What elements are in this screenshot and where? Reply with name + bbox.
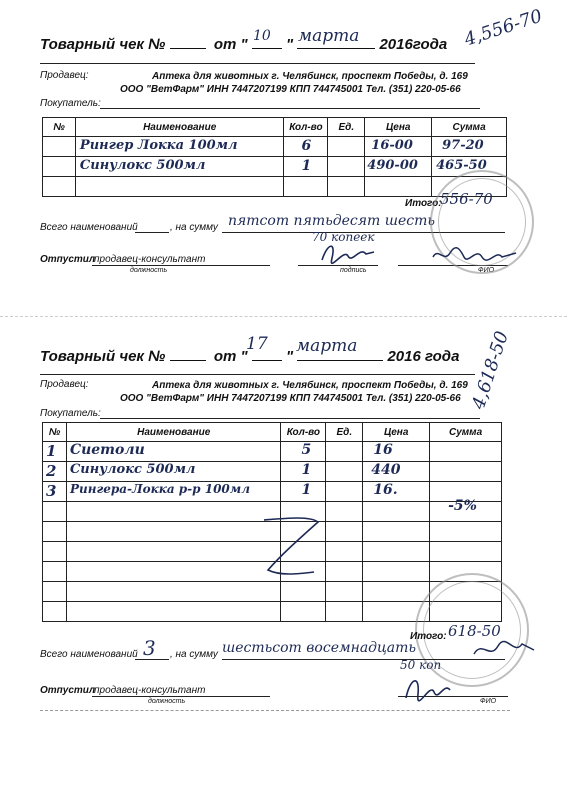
cell-num bbox=[43, 562, 67, 582]
cell-qty bbox=[281, 582, 326, 602]
item-price: 16 bbox=[373, 442, 393, 458]
sum-words-2: 50 коп bbox=[400, 658, 442, 672]
cell-unit bbox=[326, 602, 363, 622]
cell-unit bbox=[328, 157, 365, 177]
cell-num bbox=[43, 157, 76, 177]
sum-words-1: пятсот пятьдесят шесть bbox=[228, 213, 436, 229]
cell-price bbox=[363, 442, 430, 462]
signature-label: подпись bbox=[340, 267, 367, 274]
position-label: должность bbox=[130, 267, 168, 274]
item-qty: 6 bbox=[301, 138, 312, 154]
col-num: № bbox=[43, 118, 76, 137]
table-row bbox=[43, 482, 502, 502]
sum-words-2: 70 копеек bbox=[312, 230, 375, 244]
margin-total: 4,556-70 bbox=[461, 5, 545, 51]
col-unit: Ед. bbox=[326, 423, 363, 442]
sum-words-1: шестьсот восемнадцать bbox=[222, 640, 417, 656]
cell-price bbox=[365, 157, 432, 177]
count-line bbox=[135, 232, 169, 233]
item-qty: 5 bbox=[301, 442, 312, 458]
cell-sum bbox=[430, 542, 502, 562]
cell-name bbox=[66, 502, 280, 522]
item-sum: 97-20 bbox=[442, 138, 484, 153]
cell-qty bbox=[281, 442, 326, 462]
cell-num bbox=[43, 602, 67, 622]
cell-sum bbox=[430, 442, 502, 462]
table-header-row bbox=[43, 118, 507, 137]
year-label: 2016 года bbox=[387, 348, 460, 365]
col-unit: Ед. bbox=[328, 118, 365, 137]
item-qty: 1 bbox=[301, 158, 312, 174]
item-name: Сиетоли bbox=[69, 442, 145, 458]
receipt-1 bbox=[0, 0, 567, 318]
col-price: Цена bbox=[363, 423, 430, 442]
seller-line-1: Аптека для животных г. Челябинск, проспект Победы, д. 169 bbox=[152, 71, 468, 82]
table-row bbox=[43, 137, 507, 157]
cell-num bbox=[43, 542, 67, 562]
cell-num bbox=[43, 502, 67, 522]
total-label: Итого: bbox=[405, 198, 442, 209]
cell-price bbox=[363, 482, 430, 502]
items-table bbox=[42, 117, 507, 197]
cell-name bbox=[75, 137, 284, 157]
item-num: 1 bbox=[46, 442, 57, 460]
title-prefix: Товарный чек № bbox=[40, 348, 166, 365]
position-label: должность bbox=[148, 698, 186, 705]
fio-handwriting bbox=[430, 243, 520, 267]
cell-sum bbox=[432, 137, 507, 157]
table-row bbox=[43, 462, 502, 482]
item-price: 440 bbox=[371, 462, 401, 478]
item-price: 16-00 bbox=[371, 138, 413, 153]
receipt-2 bbox=[0, 318, 567, 800]
cell-name bbox=[66, 562, 280, 582]
cell-unit bbox=[326, 582, 363, 602]
total-value: 618-50 bbox=[448, 622, 501, 640]
cell-num bbox=[43, 442, 67, 462]
count-value: 3 bbox=[143, 636, 156, 660]
handwritten-month: марта bbox=[296, 336, 358, 356]
item-name: Рингера-Локка р-р 100мл bbox=[69, 482, 250, 496]
year-label: 2016года bbox=[379, 36, 448, 53]
seller-line-1: Аптека для животных г. Челябинск, проспект Победы, д. 169 bbox=[152, 380, 468, 391]
cell-qty bbox=[284, 177, 328, 197]
cell-name bbox=[66, 522, 280, 542]
cell-price bbox=[365, 177, 432, 197]
sum-line bbox=[222, 659, 505, 660]
total-value: 556-70 bbox=[440, 190, 493, 208]
col-qty: Кол-во bbox=[281, 423, 326, 442]
cell-price bbox=[363, 502, 430, 522]
buyer-line bbox=[100, 108, 480, 109]
handwritten-day: 17 bbox=[246, 334, 268, 354]
cell-price bbox=[363, 522, 430, 542]
page-divider bbox=[0, 316, 567, 317]
cell-num bbox=[43, 462, 67, 482]
released-role: продавец-консультант bbox=[94, 254, 206, 265]
cell-unit bbox=[326, 562, 363, 582]
stamp-signature bbox=[470, 636, 540, 666]
position-line bbox=[92, 696, 270, 697]
handwritten-month: марта bbox=[298, 26, 360, 46]
released-label: Отпустил bbox=[40, 254, 96, 265]
seller-label: Продавец: bbox=[40, 379, 89, 390]
divider bbox=[40, 63, 475, 64]
handwritten-day: 10 bbox=[253, 28, 271, 44]
seller-line-2: ООО "ВетФарм" ИНН 7447207199 КПП 744745001 Тел. (351) 220-05-66 bbox=[120, 84, 461, 95]
cell-num bbox=[43, 522, 67, 542]
cell-qty bbox=[281, 482, 326, 502]
item-sum: 465-50 bbox=[436, 158, 487, 173]
sum-label: , на сумму bbox=[170, 222, 218, 233]
table-row bbox=[43, 442, 502, 462]
cell-qty bbox=[284, 157, 328, 177]
cell-name bbox=[66, 482, 280, 502]
position-line bbox=[92, 265, 270, 266]
cell-num bbox=[43, 582, 67, 602]
cell-price bbox=[363, 582, 430, 602]
cell-unit bbox=[328, 177, 365, 197]
seller-line-2: ООО "ВетФарм" ИНН 7447207199 КПП 744745001 Тел. (351) 220-05-66 bbox=[120, 393, 461, 404]
count-label: Всего наименований bbox=[40, 649, 138, 660]
col-name: Наименование bbox=[66, 423, 280, 442]
cell-unit bbox=[328, 137, 365, 157]
cell-price bbox=[365, 137, 432, 157]
cell-price bbox=[363, 542, 430, 562]
col-num: № bbox=[43, 423, 67, 442]
item-num: 3 bbox=[46, 482, 57, 500]
item-name: Синулокс 500мл bbox=[79, 158, 206, 173]
cell-name bbox=[75, 157, 284, 177]
cell-num bbox=[43, 177, 76, 197]
cell-sum bbox=[430, 522, 502, 542]
fio-label: ФИО bbox=[480, 698, 497, 705]
item-price: 490-00 bbox=[367, 158, 418, 173]
col-sum: Сумма bbox=[430, 423, 502, 442]
total-label: Итого: bbox=[410, 631, 447, 642]
receipt-1-title: Товарный чек № от " " 2016года bbox=[40, 36, 448, 53]
buyer-line bbox=[100, 418, 480, 419]
cell-unit bbox=[326, 542, 363, 562]
col-name: Наименование bbox=[75, 118, 284, 137]
cell-name bbox=[66, 582, 280, 602]
buyer-label: Покупатель: bbox=[40, 98, 101, 109]
cell-price bbox=[363, 462, 430, 482]
cell-unit bbox=[326, 522, 363, 542]
cell-unit bbox=[326, 482, 363, 502]
cell-price bbox=[363, 562, 430, 582]
cell-num bbox=[43, 137, 76, 157]
fio-label: ФИО bbox=[478, 267, 495, 274]
from-label: от bbox=[213, 36, 237, 53]
cell-name bbox=[66, 442, 280, 462]
seller-label: Продавец: bbox=[40, 70, 89, 81]
sum-label: , на сумму bbox=[170, 649, 218, 660]
bottom-line bbox=[40, 710, 510, 711]
count-label: Всего наименований bbox=[40, 222, 138, 233]
from-label: от bbox=[213, 348, 237, 365]
cell-name bbox=[75, 177, 284, 197]
cell-name bbox=[66, 602, 280, 622]
released-role: продавец-консультант bbox=[94, 685, 206, 696]
signature-mark bbox=[318, 240, 378, 268]
title-prefix: Товарный чек № bbox=[40, 36, 166, 53]
number-blank bbox=[170, 348, 206, 361]
item-name: Синулокс 500мл bbox=[69, 462, 196, 477]
col-price: Цена bbox=[365, 118, 432, 137]
col-qty: Кол-во bbox=[284, 118, 328, 137]
strikeout-z-mark bbox=[258, 514, 328, 584]
cell-sum bbox=[430, 462, 502, 482]
cell-unit bbox=[326, 442, 363, 462]
cell-name bbox=[66, 542, 280, 562]
cell-name bbox=[66, 462, 280, 482]
discount-note: -5% bbox=[448, 498, 477, 514]
cell-qty bbox=[284, 137, 328, 157]
released-label: Отпустил bbox=[40, 685, 96, 696]
table-header-row bbox=[43, 423, 502, 442]
cell-sum bbox=[430, 498, 502, 522]
table-row bbox=[43, 157, 507, 177]
signature-mark bbox=[400, 668, 460, 708]
number-blank bbox=[170, 36, 206, 49]
cell-unit bbox=[326, 502, 363, 522]
cell-qty bbox=[281, 602, 326, 622]
item-name: Рингер Локка 100мл bbox=[79, 138, 238, 153]
receipt-2-title: Товарный чек № от " " 2016 года bbox=[40, 348, 460, 365]
cell-unit bbox=[326, 462, 363, 482]
item-price: 16. bbox=[373, 482, 398, 498]
col-sum: Сумма bbox=[432, 118, 507, 137]
cell-qty bbox=[281, 462, 326, 482]
item-num: 2 bbox=[46, 462, 57, 480]
buyer-label: Покупатель: bbox=[40, 408, 101, 419]
cell-num bbox=[43, 482, 67, 502]
margin-total: 4,618-50 bbox=[468, 328, 513, 412]
divider bbox=[40, 374, 475, 375]
item-qty: 1 bbox=[301, 482, 312, 498]
item-qty: 1 bbox=[301, 462, 312, 478]
